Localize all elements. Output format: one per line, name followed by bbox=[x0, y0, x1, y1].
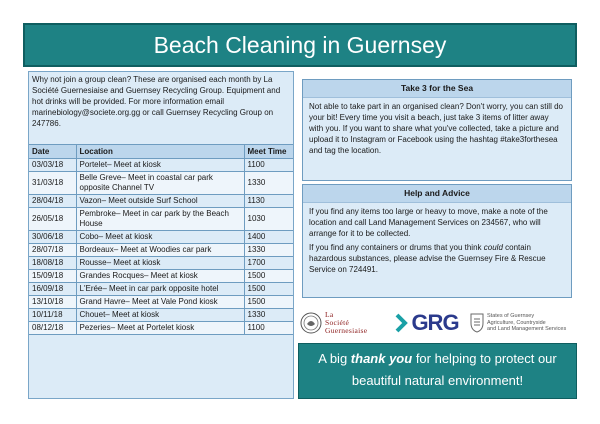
row-time: 1100 bbox=[244, 159, 293, 172]
table-row bbox=[29, 172, 293, 195]
row-time: 1130 bbox=[244, 195, 293, 208]
table-row bbox=[29, 257, 293, 270]
table-header-row bbox=[29, 145, 293, 159]
take3-body: Not able to take part in an organised clean? Don't worry, you can still do your bit! Every time you visit a beach, just take 3 items of litter away with you. If you want to share what you've collected, take a picture and upload it to Instagram or Facebook using the hashtag #take3forthesea and tag the location. bbox=[309, 102, 563, 155]
row-location: Portelet– Meet at kiosk bbox=[76, 159, 244, 172]
table-row bbox=[29, 159, 293, 172]
thank-you-post: for helping to protect our bbox=[412, 351, 557, 366]
table-row bbox=[29, 283, 293, 296]
page-title: Beach Cleaning in Guernsey bbox=[23, 23, 577, 67]
table-row bbox=[29, 208, 293, 231]
help-para-2-emphasis: could bbox=[483, 243, 503, 252]
logo-strip bbox=[298, 305, 577, 341]
grg-chevron-icon bbox=[395, 311, 411, 335]
row-date: 26/05/18 bbox=[29, 208, 76, 231]
help-box bbox=[302, 184, 572, 298]
intro-text: Why not join a group clean? These are organised each month by La Société Guernesiaise and Guernsey Recycling Group. Equipment and hot drinks will be provided. For more information email marinebiology@societe.org.gg or call Guernsey Recycling Group on 247786. bbox=[32, 75, 281, 128]
table-row bbox=[29, 296, 293, 309]
row-date: 28/04/18 bbox=[29, 195, 76, 208]
row-time: 1500 bbox=[244, 296, 293, 309]
row-time: 1500 bbox=[244, 270, 293, 283]
schedule-table bbox=[29, 144, 293, 335]
row-date: 08/12/18 bbox=[29, 322, 76, 335]
row-location: Pembroke– Meet in car park by the Beach House bbox=[76, 208, 244, 231]
help-para-2 bbox=[303, 239, 571, 275]
help-para-2-end: contain hazardous substances, please advise the Guernsey Fire & Rescue Service on 724491. bbox=[309, 243, 546, 274]
states-name-line-2: Agriculture, Countryside bbox=[487, 319, 546, 326]
grg-logo bbox=[384, 310, 470, 336]
row-date: 13/10/18 bbox=[29, 296, 76, 309]
row-location: L'Erée– Meet in car park opposite hotel bbox=[76, 283, 244, 296]
societe-crest-icon bbox=[300, 310, 322, 336]
societe-name-line-3: Guernesiaise bbox=[325, 326, 368, 335]
help-para-1: If you find any items too large or heavy to move, make a note of the location and call Land Management Services on 234567, who will arrange for it to be collected. bbox=[309, 207, 548, 238]
column-header-location: Location bbox=[76, 145, 244, 159]
states-logo bbox=[470, 313, 574, 333]
thank-you-emphasis: thank you bbox=[350, 351, 413, 366]
row-date: 31/03/18 bbox=[29, 172, 76, 195]
row-location: Vazon– Meet outside Surf School bbox=[76, 195, 244, 208]
row-date: 30/06/18 bbox=[29, 231, 76, 244]
column-header-meet-time: Meet Time bbox=[244, 145, 293, 159]
row-time: 1400 bbox=[244, 231, 293, 244]
states-name-line-3: and Land Management Services bbox=[487, 326, 567, 333]
societe-name-line-1: La bbox=[325, 310, 334, 319]
row-date: 28/07/18 bbox=[29, 244, 76, 257]
thank-you-line-1 bbox=[299, 348, 576, 370]
states-name-line-1: States of Guernsey bbox=[487, 313, 535, 320]
table-row bbox=[29, 270, 293, 283]
societe-name-line-2: Société bbox=[325, 318, 350, 327]
schedule-panel bbox=[28, 71, 294, 399]
row-location: Rousse– Meet at kiosk bbox=[76, 257, 244, 270]
grg-wordmark: GRG bbox=[411, 310, 459, 335]
table-row bbox=[29, 309, 293, 322]
row-time: 1330 bbox=[244, 309, 293, 322]
poster bbox=[23, 23, 577, 401]
row-time: 1500 bbox=[244, 283, 293, 296]
row-time: 1330 bbox=[244, 244, 293, 257]
table-row bbox=[29, 322, 293, 335]
row-date: 10/11/18 bbox=[29, 309, 76, 322]
row-location: Grand Havre– Meet at Vale Pond kiosk bbox=[76, 296, 244, 309]
row-time: 1700 bbox=[244, 257, 293, 270]
row-time: 1030 bbox=[244, 208, 293, 231]
help-para-2-start: If you find any containers or drums that you think bbox=[309, 243, 484, 252]
row-location: Cobo– Meet at kiosk bbox=[76, 231, 244, 244]
table-row bbox=[29, 195, 293, 208]
row-location: Belle Greve– Meet in coastal car park opposite Channel TV bbox=[76, 172, 244, 195]
take3-box bbox=[302, 79, 572, 181]
table-row bbox=[29, 244, 293, 257]
table-row bbox=[29, 231, 293, 244]
row-location: Bordeaux– Meet at Woodies car park bbox=[76, 244, 244, 257]
row-location: Grandes Rocques– Meet at kiosk bbox=[76, 270, 244, 283]
help-heading: Help and Advice bbox=[303, 185, 571, 203]
row-time: 1100 bbox=[244, 322, 293, 335]
row-location: Pezeries– Meet at Portelet kiosk bbox=[76, 322, 244, 335]
row-date: 18/08/18 bbox=[29, 257, 76, 270]
societe-logo bbox=[298, 310, 384, 336]
take3-heading: Take 3 for the Sea bbox=[303, 80, 571, 98]
thank-you-line-2: beautiful natural environment! bbox=[351, 373, 524, 388]
row-location: Chouet– Meet at kiosk bbox=[76, 309, 244, 322]
thank-you-pre: A big bbox=[318, 351, 351, 366]
thank-you-banner bbox=[298, 343, 577, 399]
row-time: 1330 bbox=[244, 172, 293, 195]
row-date: 03/03/18 bbox=[29, 159, 76, 172]
states-shield-icon bbox=[470, 313, 484, 333]
row-date: 15/09/18 bbox=[29, 270, 76, 283]
column-header-date: Date bbox=[29, 145, 76, 159]
row-date: 16/09/18 bbox=[29, 283, 76, 296]
